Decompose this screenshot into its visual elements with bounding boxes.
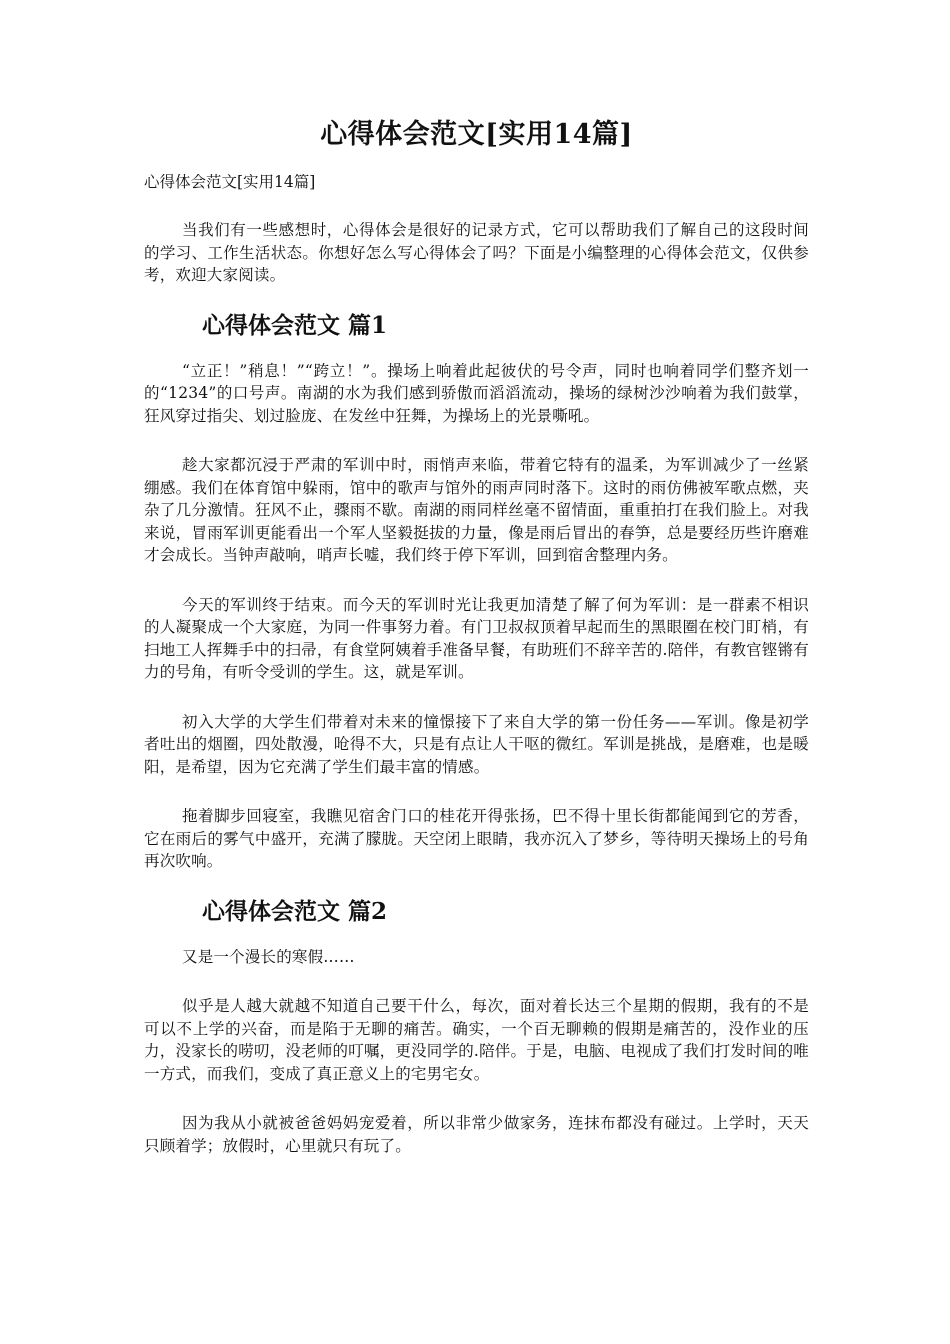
document-page bbox=[144, 0, 809, 1157]
section-heading-2: 心得体会范文 篇2 bbox=[202, 897, 388, 925]
section-1-paragraph-5: 拖着脚步回寝室，我瞧见宿舍门口的桂花开得张扬，巴不得十里长街都能闻到它的芳香，它在雨后的雾气中盛开，充满了朦胧。天空闭上眼睛，我亦沉入了梦乡，等待明天操场上的号角再次吹响。 bbox=[144, 807, 809, 870]
section-2-paragraph-2: 似乎是人越大就越不知道自己要干什么，每次，面对着长达三个星期的假期，我有的不是可以不上学的兴奋，而是陷于无聊的痛苦。确实，一个百无聊赖的假期是痛苦的，没作业的压力，没家长的唠叨，没老师的叮嘱，更没同学的.陪伴。于是，电脑、电视成了我们打发时间的唯一方式，而我们，变成了真正意义上的宅男宅女。 bbox=[144, 997, 809, 1083]
intro-paragraph: 当我们有一些感想时，心得体会是很好的记录方式，它可以帮助我们了解自己的这段时间的学习、工作生活状态。你想好怎么写心得体会了吗？下面是小编整理的心得体会范文，仅供参考，欢迎大家阅读。 bbox=[144, 221, 809, 284]
section-heading-1: 心得体会范文 篇1 bbox=[202, 311, 388, 339]
section-2-paragraph-1: 又是一个漫长的寒假…… bbox=[182, 947, 355, 966]
section-1-paragraph-1: “立正！”稍息！”“跨立！”。操场上响着此起彼伏的号令声，同时也响着同学们整齐划一的“1234”的口号声。南湖的水为我们感到骄傲而滔滔流动，操场的绿树沙沙响着为我们鼓掌，狂风穿过指尖、划过脸庞、在发丝中狂舞，为操场上的光景嘶吼。 bbox=[144, 361, 809, 425]
document-subtitle: 心得体会范文[实用14篇] bbox=[144, 173, 316, 191]
section-2-paragraph-3: 因为我从小就被爸爸妈妈宠爱着，所以非常少做家务，连抹布都没有碰过。上学时，天天只顾着学；放假时，心里就只有玩了。 bbox=[144, 1114, 809, 1155]
section-1-paragraph-4: 初入大学的大学生们带着对未来的憧憬接下了来自大学的第一份任务——军训。像是初学者吐出的烟圈，四处散漫，呛得不大，只是有点让人干呕的微红。军训是挑战，是磨难，也是暖阳，是希望，因为它充满了学生们最丰富的情感。 bbox=[144, 712, 809, 776]
document-title: 心得体会范文[实用14篇] bbox=[320, 119, 633, 150]
section-1-paragraph-2: 趁大家都沉浸于严肃的军训中时，雨悄声来临，带着它特有的温柔，为军训减少了一丝紧绷感。我们在体育馆中躲雨，馆中的歌声与馆外的雨声同时落下。这时的雨仿佛被军歌点燃，夹杂了几分激情。狂风不止，骤雨不歇。南湖的雨同样丝毫不留情面，重重拍打在我们脸上。对我来说，冒雨军训更能看出一个军人坚毅挺拔的力量，像是雨后冒出的春笋，总是要经历些许磨难才会成长。当钟声敲响，哨声长嘘，我们终于停下军训，回到宿舍整理内务。 bbox=[144, 456, 809, 564]
section-1-paragraph-3: 今天的军训终于结束。而今天的军训时光让我更加清楚了解了何为军训：是一群素不相识的人凝聚成一个大家庭，为同一件事努力着。有门卫叔叔顶着早起而生的黑眼圈在校门盯梢，有扫地工人挥舞手中的扫帚，有食堂阿姨着手准备早餐，有助班们不辞辛苦的.陪伴，有教官铿锵有力的号角，有听令受训的学生。这，就是军训。 bbox=[144, 595, 809, 681]
